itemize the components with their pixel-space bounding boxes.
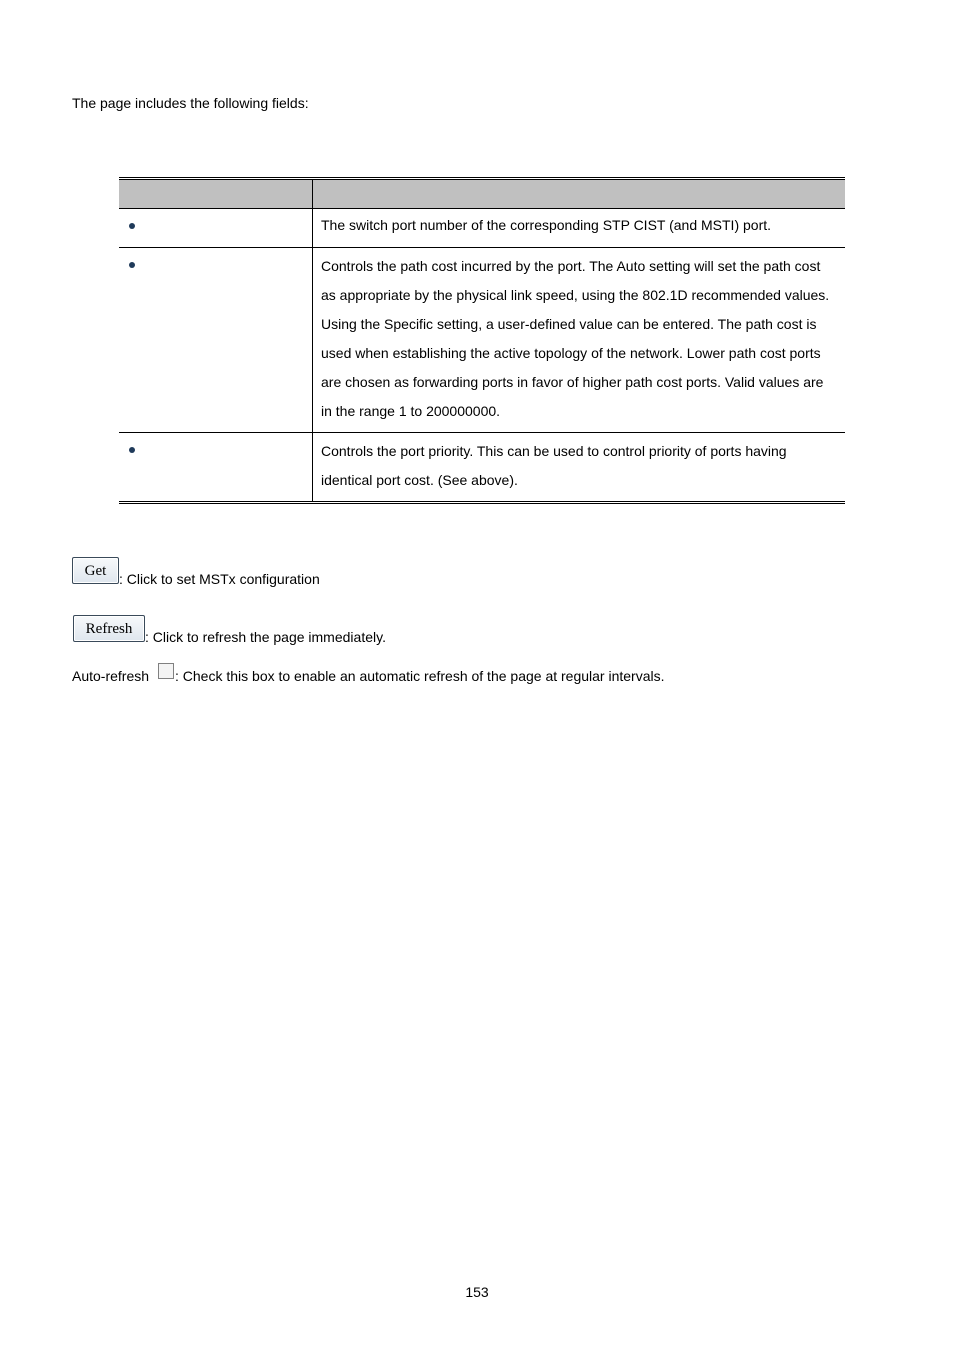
intro-text: The page includes the following fields:: [72, 95, 309, 111]
row-description: Controls the port priority. This can be used to control priority of ports having identical port cost. (See above).: [313, 433, 846, 503]
row-object-cell: [119, 433, 313, 503]
page-number: 153: [465, 1284, 489, 1300]
bullet-icon: [129, 447, 135, 453]
auto-refresh-checkbox[interactable]: [158, 663, 174, 679]
row-object-cell: [119, 248, 313, 433]
row-object-cell: [119, 209, 313, 248]
get-button[interactable]: Get: [72, 557, 119, 584]
header-description: [313, 179, 846, 209]
get-button-description: : Click to set MSTx configuration: [119, 571, 320, 587]
table-header-row: [119, 179, 845, 209]
auto-refresh-description: : Check this box to enable an automatic refresh of the page at regular intervals.: [175, 668, 665, 684]
bullet-icon: [129, 262, 135, 268]
fields-table: [119, 177, 845, 504]
refresh-button[interactable]: Refresh: [73, 615, 145, 642]
table-row: [119, 433, 845, 503]
auto-refresh-label: Auto-refresh: [72, 668, 150, 684]
row-description: The switch port number of the corresponding STP CIST (and MSTI) port.: [313, 209, 846, 248]
refresh-button-description: : Click to refresh the page immediately.: [145, 629, 386, 645]
table-row: [119, 248, 845, 433]
table-row: [119, 209, 845, 248]
row-description: Controls the path cost incurred by the port. The Auto setting will set the path cost as appropriate by the physical link speed, using the 802.1D recommended values. Using the Specific setting, a user-defined value can be entered. The path cost is used when establishing the active topology of the network. Lower path cost ports are chosen as forwarding ports in favor of higher path cost ports. Valid values are in the range 1 to 200000000.: [313, 248, 846, 433]
bullet-icon: [129, 223, 135, 229]
header-object: [119, 179, 313, 209]
